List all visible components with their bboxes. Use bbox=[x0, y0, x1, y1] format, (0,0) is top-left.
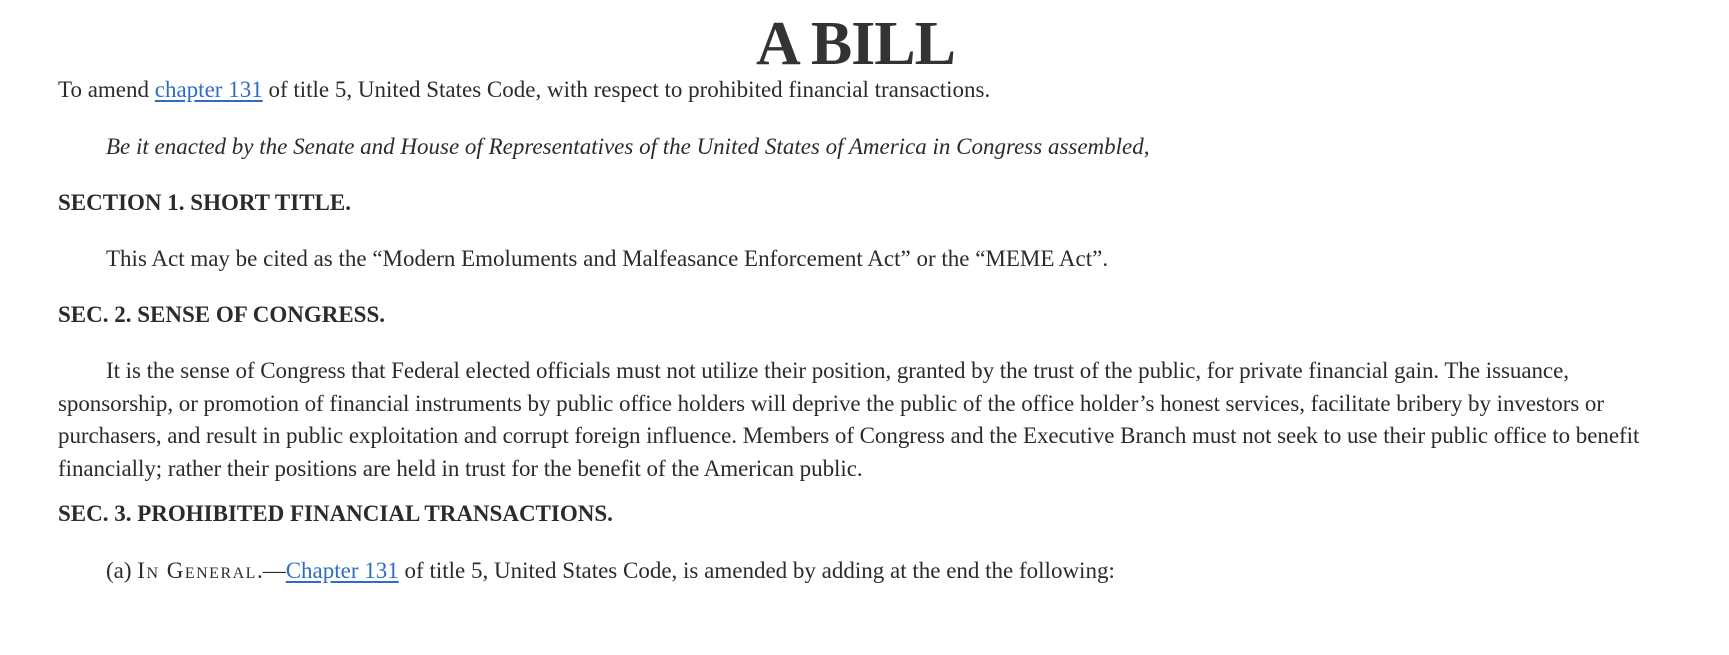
enacting-clause: Be it enacted by the Senate and House of Representatives of the United States of America in Congress assembled, bbox=[106, 134, 1150, 159]
section-2-text: It is the sense of Congress that Federal elected officials must not utilize their position, granted by the trust of the public, for private financial gain. The issuance, sponsorship, or promotion of financial instruments by public office holders will deprive the public of the office holder’s honest services, facilitate bribery by investors or purchasers, and result in public exploitation and corrupt foreign influence. Members of Congress and the Executive Branch must not seek to use their public office to benefit financially; rather their positions are held in trust for the benefit of the American public. bbox=[58, 358, 1640, 481]
subsection-suffix: of title 5, United States Code, is amended by adding at the end the following: bbox=[398, 558, 1115, 583]
section-1-heading: SECTION 1. SHORT TITLE. bbox=[58, 190, 351, 215]
subsection-enum: (a) bbox=[106, 558, 138, 583]
section-1-text: This Act may be cited as the “Modern Emoluments and Malfeasance Enforcement Act” or the “MEME Act”. bbox=[106, 246, 1109, 271]
section-3-heading: SEC. 3. PROHIBITED FINANCIAL TRANSACTIONS. bbox=[58, 501, 613, 526]
subsection-caption: In General bbox=[137, 558, 257, 583]
bill-title: A BILL bbox=[755, 10, 956, 78]
chapter-131-link[interactable]: chapter 131 bbox=[154, 77, 263, 102]
section-2-heading: SEC. 2. SENSE OF CONGRESS. bbox=[58, 302, 385, 327]
subsection-dash: .— bbox=[256, 558, 286, 583]
purpose-prefix: To amend bbox=[58, 77, 155, 102]
bill-purpose bbox=[58, 74, 990, 106]
section-3-subsection-a bbox=[106, 555, 1115, 587]
purpose-suffix: of title 5, United States Code, with respect to prohibited financial transactions. bbox=[262, 77, 991, 102]
chapter-131-link-subsection[interactable]: Chapter 131 bbox=[285, 558, 399, 583]
